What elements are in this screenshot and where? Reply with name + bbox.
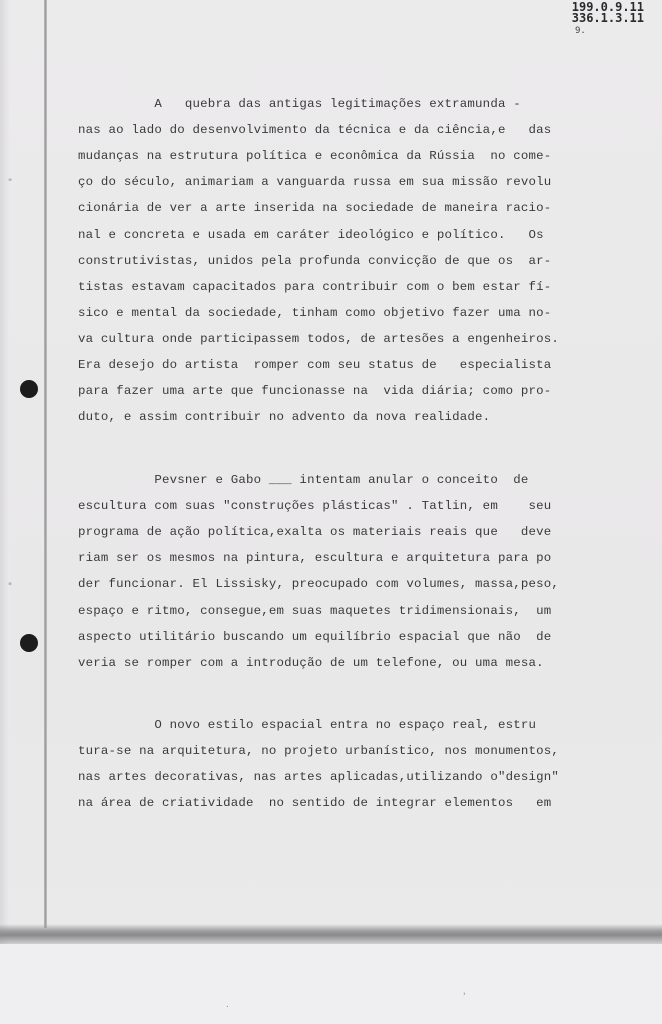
text-line: ço do século, animariam a vanguarda russa em sua missão revolu xyxy=(78,175,552,190)
margin-line xyxy=(44,0,47,928)
text-line: construtivistas, unidos pela profunda convicção de que os ar- xyxy=(78,253,552,268)
text-line: Pevsner e Gabo ___ intentam anular o conceito de xyxy=(78,473,529,487)
lower-page-area xyxy=(0,944,662,1024)
text-line: veria se romper com a introdução de um telefone, ou uma mesa. xyxy=(78,655,544,670)
text-line: programa de ação política,exalta os materiais reais que deve xyxy=(78,525,552,540)
text-line: mudanças na estrutura política e econômica da Rússia no come- xyxy=(78,149,552,164)
archive-ref-line-1: 199.0.9.11 xyxy=(571,0,644,14)
scan-mark: . xyxy=(226,1000,229,1010)
scan-mark: " xyxy=(8,582,13,592)
text-line: nal e concreta e usada em caráter ideológico e político. Os xyxy=(78,227,544,242)
text-line: O novo estilo espacial entra no espaço real, estru xyxy=(78,718,537,732)
text-line: nas artes decorativas, nas artes aplicadas,utilizando o"design" xyxy=(78,770,560,785)
page-left-edge xyxy=(0,0,13,1024)
text-line: cionária de ver a arte inserida na sociedade de maneira racio- xyxy=(78,201,552,216)
text-line: der funcionar. El Lissisky, preocupado com volumes, massa,peso, xyxy=(78,577,560,592)
text-line: duto, e assim contribuir no advento da nova realidade. xyxy=(78,410,491,425)
punch-hole-bottom xyxy=(20,634,38,652)
text-line: escultura com suas "construções plásticas" . Tatlin, em seu xyxy=(78,499,552,514)
text-line: A quebra das antigas legitimações extramunda - xyxy=(78,97,521,111)
text-line: Era desejo do artista romper com seu status de especialista xyxy=(78,358,552,372)
text-line: tistas estavam capacitados para contribuir com o bem estar fí- xyxy=(78,279,552,294)
text-line: va cultura onde participassem todos, de artesões a engenheiros. xyxy=(78,331,560,346)
text-line: nas ao lado do desenvolvimento da técnica e da ciência,e das xyxy=(78,123,552,138)
text-line: riam ser os mesmos na pintura, escultura e arquitetura para po xyxy=(78,551,552,566)
archive-ref-line-2: 336.1.3.11 xyxy=(571,11,644,25)
text-line: tura-se na arquitetura, no projeto urbanístico, nos monumentos, xyxy=(78,744,560,759)
text-line: para fazer uma arte que funcionasse na vida diária; como pro- xyxy=(78,384,552,399)
text-line: aspecto utilitário buscando um equilíbrio espacial que não de xyxy=(78,629,552,644)
text-line: espaço e ritmo, consegue,em suas maquetes tridimensionais, um xyxy=(78,603,552,618)
text-line: na área de criatividade no sentido de integrar elementos em xyxy=(78,796,552,811)
scan-shadow-band xyxy=(0,924,662,944)
text-line: sico e mental da sociedade, tinham como objetivo fazer uma no- xyxy=(78,305,552,320)
archive-reference xyxy=(572,2,644,24)
scan-mark: ' xyxy=(463,992,466,1002)
page-number: 9. xyxy=(575,26,586,36)
punch-hole-top xyxy=(20,380,38,398)
scan-mark: " xyxy=(8,178,13,188)
